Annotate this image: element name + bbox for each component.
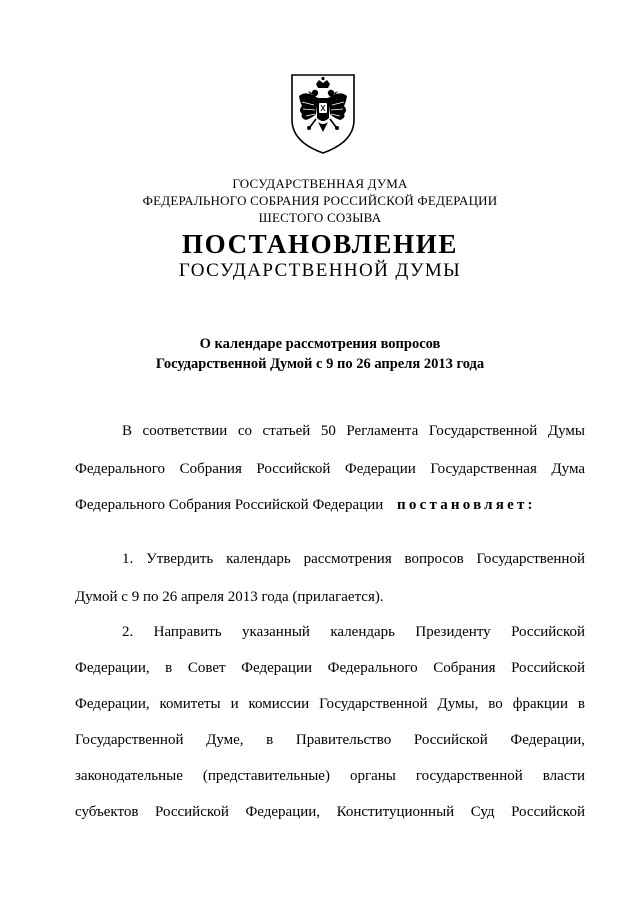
preamble-resolves: постановляет: xyxy=(397,497,536,513)
document-subtitle: ГОСУДАРСТВЕННОЙ ДУМЫ xyxy=(178,260,462,281)
item-1-line-2: Думой с 9 по 26 апреля 2013 года (прилагается). xyxy=(75,589,384,605)
russian-coat-of-arms-icon xyxy=(288,72,358,156)
document-title: ПОСТАНОВЛЕНИЕ xyxy=(182,229,458,259)
header-convocation: ШЕСТОГО СОЗЫВА xyxy=(258,210,382,225)
item-2-line-5: законодательные (представительные) органы государственной власти xyxy=(75,768,585,784)
item-1-line-1: 1. Утвердить календарь рассмотрения вопросов Государственной xyxy=(122,551,585,567)
preamble-line-1: В соответствии со статьей 50 Регламента Государственной Думы xyxy=(122,423,585,439)
item-2-line-2: Федерации, в Совет Федерации Федерального Собрания Российской xyxy=(75,660,585,676)
item-2-line-3: Федерации, комитеты и комиссии Государственной Думы, во фракции в xyxy=(75,696,585,712)
preamble-line-3-text: Федерального Собрания Российской Федерации xyxy=(75,497,384,513)
item-2-line-6: субъектов Российской Федерации, Конституционный Суд Российской xyxy=(75,804,585,820)
subject-line-2: Государственной Думой с 9 по 26 апреля 2013 года xyxy=(155,356,485,372)
preamble-line-3 xyxy=(75,497,585,514)
header-duma: ГОСУДАРСТВЕННАЯ ДУМА xyxy=(232,176,408,191)
item-2-line-1: 2. Направить указанный календарь Президенту Российской xyxy=(122,624,585,640)
header-federal-assembly: ФЕДЕРАЛЬНОГО СОБРАНИЯ РОССИЙСКОЙ ФЕДЕРАЦИИ xyxy=(142,193,498,208)
preamble-line-2: Федерального Собрания Российской Федерации Государственная Дума xyxy=(75,461,585,477)
subject-line-1: О календаре рассмотрения вопросов xyxy=(199,336,441,352)
item-2-line-4: Государственной Думе, в Правительство Российской Федерации, xyxy=(75,732,585,748)
